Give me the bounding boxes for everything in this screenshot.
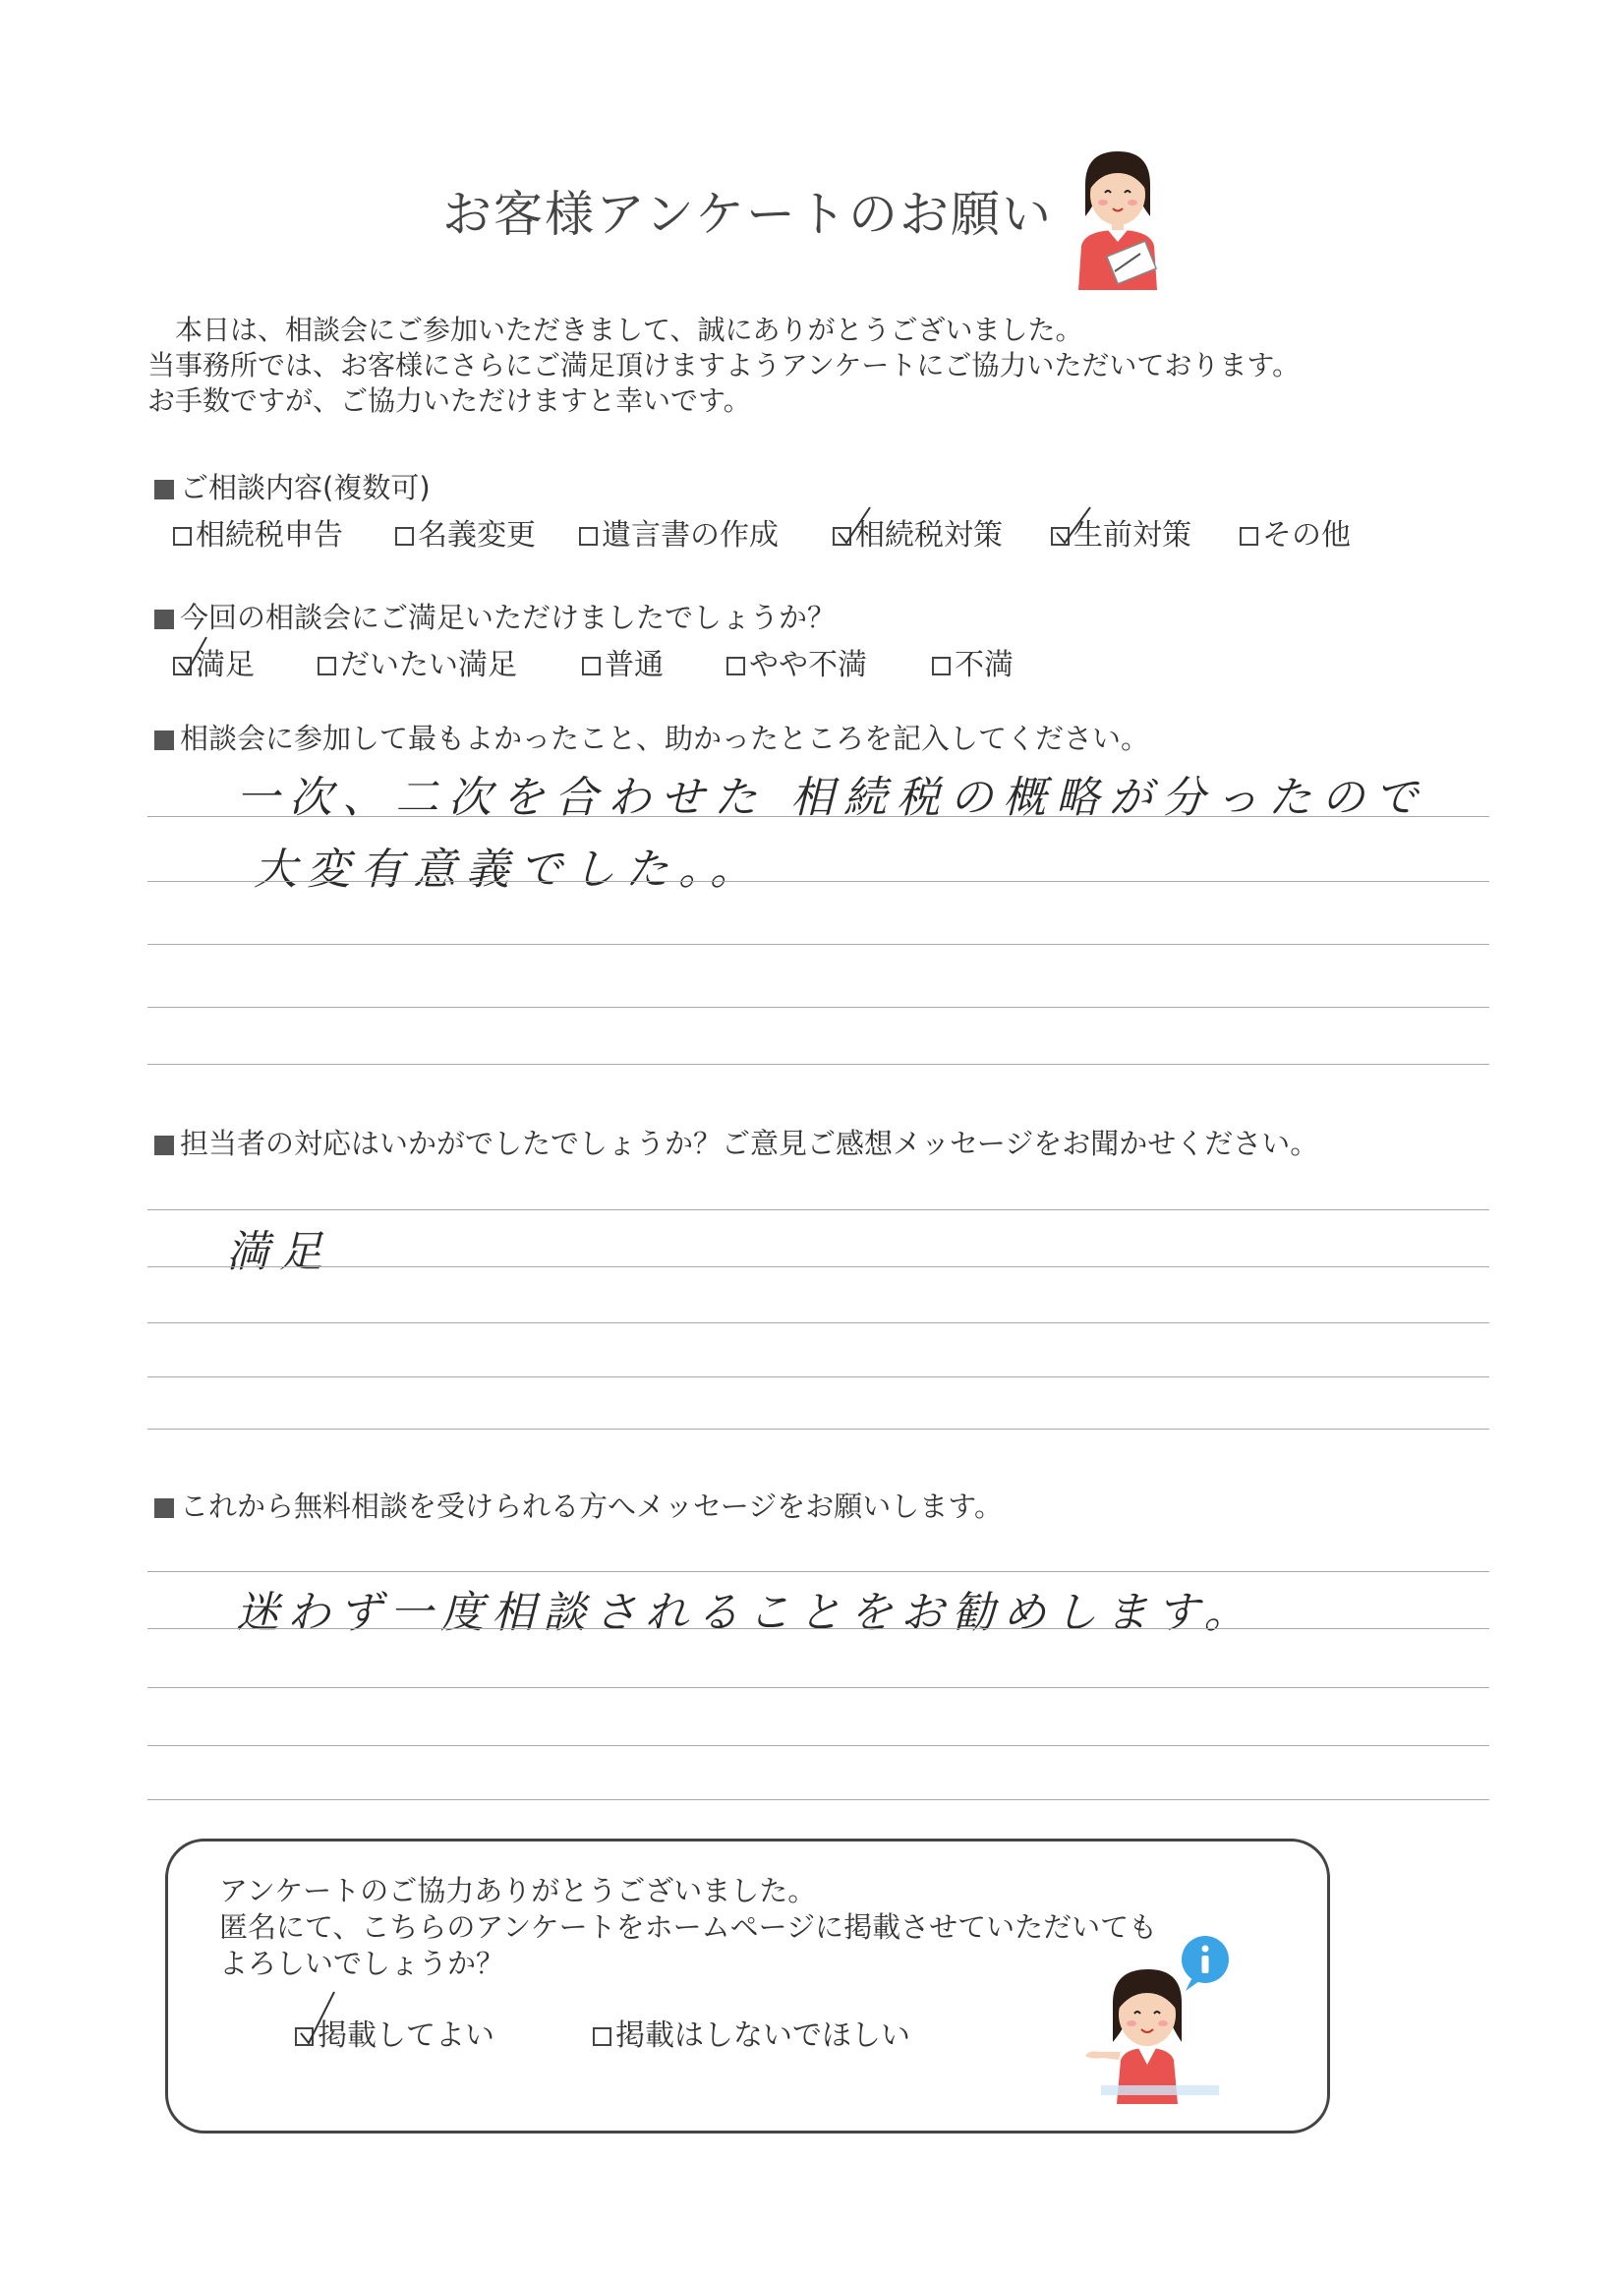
q2-option-neutral[interactable]: 普通: [582, 640, 664, 683]
answer-rule: [147, 1209, 1489, 1210]
q1-option-inheritance-tax-planning[interactable]: 相続税対策: [833, 510, 1003, 554]
intro-line-3: お手数ですが、ご協力いただけますと幸いです。: [147, 384, 751, 417]
checkbox[interactable]: [593, 2027, 611, 2046]
woman-with-clipboard-illustration: [1064, 147, 1172, 290]
handwritten-check-icon: [1055, 505, 1092, 545]
answer-rule: [147, 1628, 1489, 1629]
answer-rule: [147, 881, 1489, 882]
intro-line-1: 本日は、相談会にご参加いただきまして、誠にありがとうございました。: [175, 314, 1083, 346]
checkbox[interactable]: [173, 527, 192, 546]
checkbox-checked[interactable]: [1051, 527, 1070, 546]
q2-options: [0, 640, 1624, 683]
answer-rule: [147, 1745, 1489, 1746]
closing-line-3: よろしいでしょうか？: [219, 1947, 505, 1980]
answer-rule: [147, 1322, 1489, 1323]
handwritten-check-icon: [299, 2006, 336, 2045]
answer-rule: [147, 1799, 1489, 1800]
answer-rule: [147, 1429, 1489, 1430]
intro-line-2: 当事務所では、お客様にさらにご満足頂けますようアンケートにご協力いただいております。: [147, 349, 1301, 381]
q5-answer-line-1: 迷わず一度相談されることをお勧めします。: [236, 1588, 1255, 1638]
checkbox[interactable]: [726, 657, 745, 675]
q1-option-inheritance-tax-filing[interactable]: 相続税申告: [173, 510, 343, 554]
q3-heading: 相談会に参加して最もよかったこと、助かったところを記入してください。: [154, 717, 1149, 757]
q1-option-other[interactable]: その他: [1240, 510, 1351, 554]
heading-bullet: [154, 610, 174, 629]
handwritten-check-icon: [837, 505, 874, 545]
q2-option-mostly-satisfied[interactable]: だいたい満足: [318, 640, 517, 683]
q3-answer-line-2: 大変有意義でした。。: [254, 845, 763, 895]
heading-bullet: [154, 1136, 174, 1155]
q4-heading: 担当者の対応はいかがでしたでしょうか？ご意見ご感想メッセージをお聞かせください。: [154, 1122, 1318, 1162]
answer-rule: [147, 1064, 1489, 1065]
answer-rule: [147, 1571, 1489, 1572]
checkbox-checked[interactable]: [833, 527, 851, 546]
answer-rule: [147, 1007, 1489, 1008]
q1-option-pre-death-planning[interactable]: 生前対策: [1051, 510, 1191, 554]
info-icon: [1182, 1936, 1229, 1991]
q2-option-satisfied[interactable]: 満足: [173, 640, 255, 683]
q5-heading: これから無料相談を受けられる方へメッセージをお願いします。: [154, 1485, 1003, 1525]
q1-option-will-preparation[interactable]: 遺言書の作成: [579, 510, 779, 554]
q1-heading: ご相談内容(複数可): [154, 466, 431, 506]
answer-rule: [147, 1266, 1489, 1267]
closing-line-2: 匿名にて、こちらのアンケートをホームページに掲載させていただいても: [219, 1910, 1158, 1944]
q2-heading: 今回の相談会にご満足いただけましたでしょうか？: [154, 596, 836, 636]
q1-options: [0, 510, 1624, 554]
checkbox-checked[interactable]: [295, 2027, 314, 2046]
answer-rule: [147, 1376, 1489, 1377]
q4-answer-line-1: 満足: [226, 1227, 332, 1277]
checkbox[interactable]: [395, 527, 414, 546]
page-title: お客様アンケートのお願い: [442, 186, 1053, 243]
consent-option-ok-to-publish[interactable]: 掲載してよい: [295, 2011, 494, 2054]
checkbox[interactable]: [932, 657, 951, 675]
checkbox[interactable]: [318, 657, 336, 675]
q2-option-dissatisfied[interactable]: 不満: [932, 640, 1014, 683]
handwritten-check-icon: [177, 635, 214, 674]
checkbox[interactable]: [579, 527, 598, 546]
q2-option-somewhat-dissatisfied[interactable]: やや不満: [726, 640, 867, 683]
answer-rule: [147, 1687, 1489, 1688]
checkbox[interactable]: [1240, 527, 1258, 546]
heading-bullet: [154, 1498, 174, 1518]
q1-option-title-change[interactable]: 名義変更: [395, 510, 536, 554]
closing-line-1: アンケートのご協力ありがとうございました。: [219, 1874, 817, 1907]
checkbox-checked[interactable]: [173, 657, 192, 675]
answer-rule: [147, 816, 1489, 817]
heading-bullet: [154, 480, 174, 499]
heading-bullet: [154, 731, 174, 750]
consent-option-do-not-publish[interactable]: 掲載はしないでほしい: [593, 2011, 910, 2054]
receptionist-info-illustration: [1072, 1932, 1248, 2104]
q3-answer-line-1: 一次、二次を合わせた 相続税の概略が分ったので: [236, 773, 1427, 823]
answer-rule: [147, 944, 1489, 945]
checkbox[interactable]: [582, 657, 601, 675]
